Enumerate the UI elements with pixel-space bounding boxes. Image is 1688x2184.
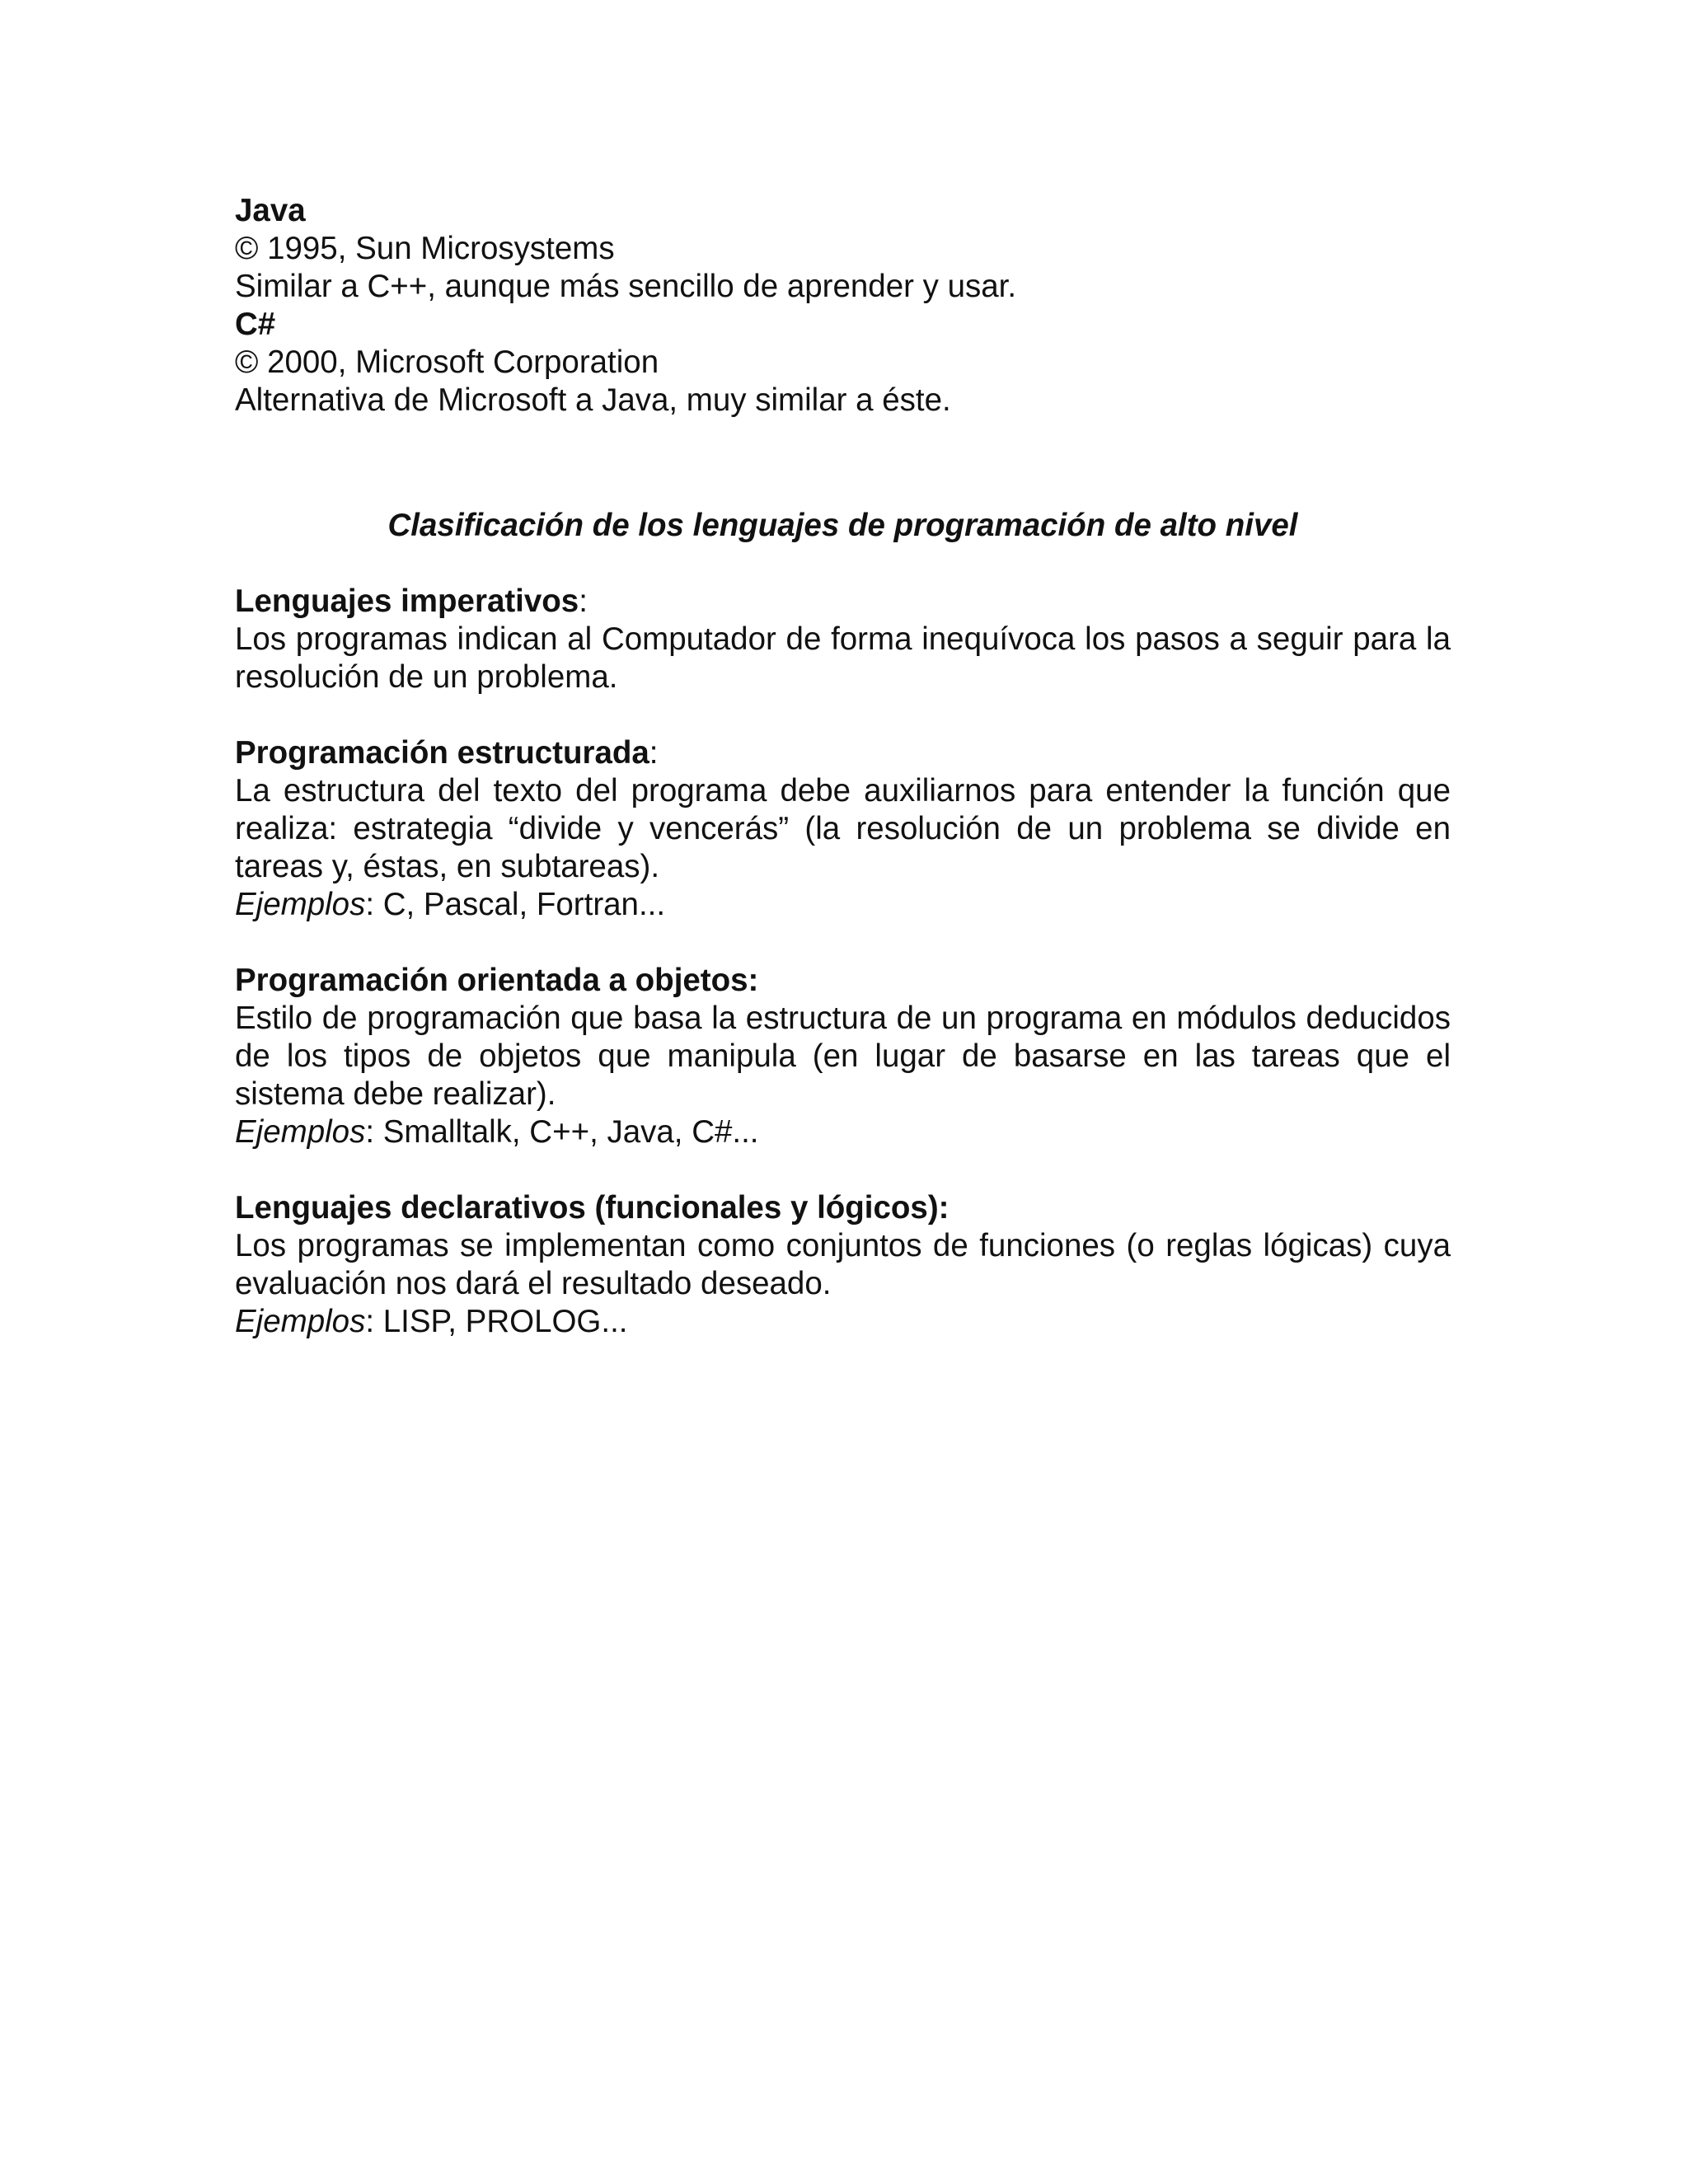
estructurada-heading-colon: : — [649, 735, 659, 771]
objetos-examples-line — [235, 1113, 1451, 1151]
estructurada-heading-line — [235, 734, 1451, 772]
objetos-body: Estilo de programación que basa la estructura de un programa en módulos deducidos de los tipos de objetos que manipula (en lugar de basarse en las tareas que el sistema debe realizar). — [235, 1001, 1451, 1112]
estructurada-examples-line — [235, 886, 1451, 924]
csharp-description: Alternativa de Microsoft a Java, muy similar a éste. — [235, 382, 951, 418]
objetos-examples-label: Ejemplos — [235, 1114, 366, 1150]
classification-title: Clasificación de los lenguajes de programación de alto nivel — [387, 508, 1298, 543]
java-heading: Java — [235, 193, 306, 228]
estructurada-body: La estructura del texto del programa debe auxiliarnos para entender la función que realiza: estrategia “divide y vencerás” (la resolución de un problema se divide en tareas y, éstas, en subtareas). — [235, 773, 1451, 884]
declarativos-examples-label: Ejemplos — [235, 1304, 366, 1339]
declarativos-examples: : LISP, PROLOG... — [365, 1304, 628, 1339]
declarativos-body: Los programas se implementan como conjuntos de funciones (o reglas lógicas) cuya evaluación nos dará el resultado deseado. — [235, 1228, 1451, 1301]
imperativos-heading: Lenguajes imperativos — [235, 583, 579, 619]
java-copyright: © 1995, Sun Microsystems — [235, 231, 615, 266]
imperativos-body: Los programas indican al Computador de forma inequívoca los pasos a seguir para la resolución de un problema. — [235, 621, 1451, 695]
csharp-heading: C# — [235, 307, 276, 342]
java-description: Similar a C++, aunque más sencillo de aprender y usar. — [235, 269, 1017, 304]
estructurada-examples: : C, Pascal, Fortran... — [365, 887, 666, 922]
estructurada-heading: Programación estructurada — [235, 735, 649, 771]
objetos-examples: : Smalltalk, C++, Java, C#... — [365, 1114, 759, 1150]
estructurada-examples-label: Ejemplos — [235, 887, 366, 922]
declarativos-heading: Lenguajes declarativos (funcionales y lógicos): — [235, 1190, 950, 1226]
csharp-copyright: © 2000, Microsoft Corporation — [235, 344, 659, 380]
imperativos-heading-line — [235, 583, 1451, 621]
imperativos-heading-colon: : — [579, 583, 588, 619]
declarativos-examples-line — [235, 1303, 1451, 1341]
document-page — [235, 192, 1451, 1341]
objetos-heading: Programación orientada a objetos: — [235, 963, 759, 998]
